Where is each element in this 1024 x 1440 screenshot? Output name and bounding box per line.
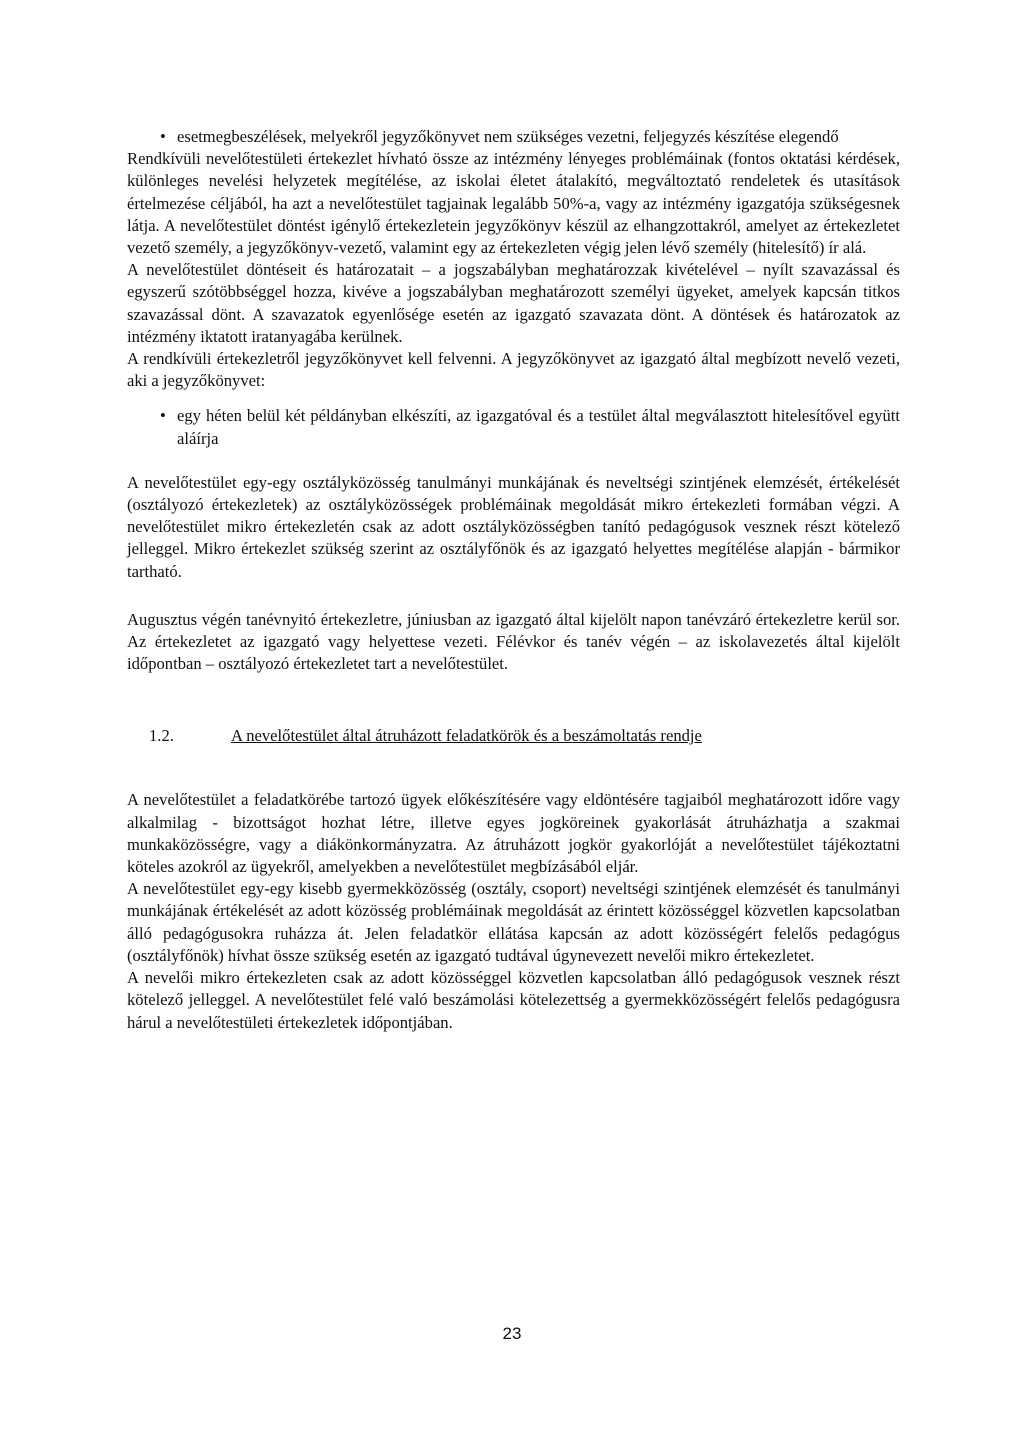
page-body xyxy=(127,126,900,1034)
paragraph-class-community: A nevelőtestület egy-egy osztályközösség tanulmányi munkájának és neveltségi szintjének elemzését, értékelését (osztályozó értekezletek) az osztályközösségek problémáinak megoldását mikro értekezleti formában végzi. A nevelőtestület mikro értekezletén csak az adott osztályközösségben tanító pedagógusok vesznek részt kötelező jelleggel. Mikro értekezlet szükség szerint az osztályfőnök és az igazgató helyettes megítélése alapján - bármikor tartható. xyxy=(127,472,900,581)
paragraph-school-year: Augusztus végén tanévnyitó értekezletre, júniusban az igazgató által kijelölt napon tanévzáró értekezletre kerül sor. Az értekezletet az igazgató vagy helyettese vezeti. Félévkor és tanév végén – az iskolavezetés által kijelölt időpontban – osztályozó értekezletet tart a nevelőtestület. xyxy=(127,609,900,674)
bullet-dot-icon: • xyxy=(160,406,166,426)
paragraph-minutes: A rendkívüli értekezletről jegyzőkönyvet kell felvenni. A jegyzőkönyvet az igazgató által megbízott nevelő vezeti, aki a jegyzőkönyvet: xyxy=(127,349,900,391)
paragraph-delegation: A nevelőtestület a feladatkörébe tartozó ügyek előkészítésére vagy eldöntésére tagjaiból meghatározott időre vagy alkalmilag - bizottságot hozhat létre, illetve egyes jogköreinek gyakorlását átruházhatja a szakmai munkaközösségre, vagy a diákönkormányzatra. Az átruházott jogkör gyakorlóját a nevelőtestület tájékoztatni köteles azokról az ügyekről, amelyekben a nevelőtestület megbízásából eljár. xyxy=(127,790,900,877)
section-heading xyxy=(127,725,900,749)
paragraph-small-community: A nevelőtestület egy-egy kisebb gyermekközösség (osztály, csoport) neveltségi szintjének elemzését és tanulmányi munkájának értékelését az adott közösség problémáinak megoldását az érintett közösséggel közvetlen kapcsolatban álló pedagógusokra ruházza át. Jelen feladatkör ellátása kapcsán az adott közösségért felelős pedagógus (osztályfőnök) hívhat össze szükség esetén az igazgató tudtával úgynevezett nevelői mikro értekezletet. xyxy=(127,879,900,965)
section-title: A nevelőtestület által átruházott feladatkörök és a beszámoltatás rendje xyxy=(231,726,702,746)
page-number: 23 xyxy=(502,1324,522,1343)
section-number: 1.2. xyxy=(149,726,174,746)
paragraph-extraordinary-meeting: Rendkívüli nevelőtestületi értekezlet hívható össze az intézmény lényeges problémáinak (fontos oktatási kérdések, különleges nevelési helyzetek megítélése, az iskolai életet átalakító, megváltoztató rendeletek és utasítások értelmezése céljából, ha azt a nevelőtestület tagjainak legalább 50%-a, vagy az intézmény igazgatója szükségesnek látja. A nevelőtestület döntést igénylő értekezletein jegyzőkönyv készül az elhangzottakról, amelyet az értekezletet vezető személy, a jegyzőkönyv-vezető, valamint egy az értekezleten végig jelen lévő személy (hitelesítő) ír alá. xyxy=(127,149,900,258)
bullet-text: esetmegbeszélések, melyekről jegyzőkönyvet nem szükséges vezetni, feljegyzés készítése elegendő xyxy=(177,127,839,146)
bullet-text: egy héten belül két példányban elkészíti, az igazgatóval és a testület által megválasztott hitelesítővel együtt aláírja xyxy=(177,406,900,448)
paragraph-decisions: A nevelőtestület döntéseit és határozatait – a jogszabályban meghatározzak kivételével – nyílt szavazással és egyszerű szótöbbséggel hozza, kivéve a jogszabályban meghatározott személyi ügyeket, amelyek kapcsán titkos szavazással dönt. A szavazatok egyenlősége esetén az igazgató szavazata dönt. A döntések és határozatok az intézmény iktatott iratanyagába kerülnek. xyxy=(127,260,900,346)
bullet-item xyxy=(127,405,900,449)
bullet-dot-icon: • xyxy=(160,127,166,146)
bullet-item xyxy=(127,126,900,148)
paragraph-micro-meeting: A nevelői mikro értekezleten csak az adott közösséggel közvetlen kapcsolatban álló pedagógusok vesznek részt kötelező jelleggel. A nevelőtestület felé való beszámolási kötelezettség a gyermekközösségért felelős pedagógusra hárul a nevelőtestületi értekezletek időpontjában. xyxy=(127,968,900,1032)
